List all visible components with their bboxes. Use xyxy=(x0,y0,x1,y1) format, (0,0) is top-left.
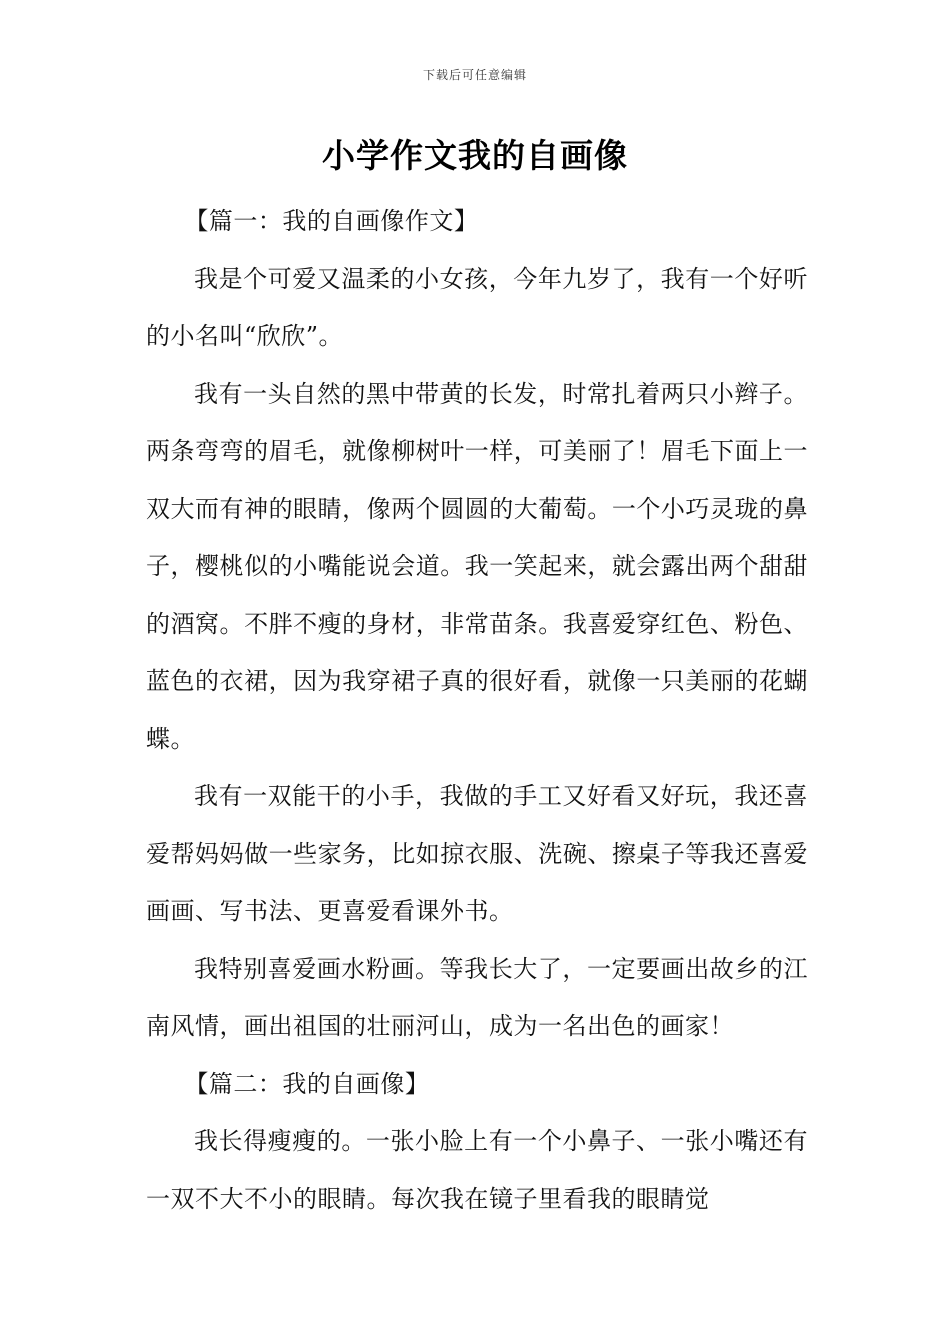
section-heading-1: 【篇一：我的自画像作文】 xyxy=(184,207,479,235)
paragraph: 我特别喜爱画水粉画。等我长大了，一定要画出故乡的江南风情，画出祖国的壮丽河山，成为一名出色的画家！ xyxy=(146,954,808,1040)
document-body xyxy=(146,193,808,1228)
paragraph: 我有一头自然的黑中带黄的长发，时常扎着两只小辫子。两条弯弯的眉毛，就像柳树叶一样，可美丽了！眉毛下面上一双大而有神的眼睛，像两个圆圆的大葡萄。一个小巧灵珑的鼻子，樱桃似的小嘴能说会道。我一笑起来，就会露出两个甜甜的酒窝。不胖不瘦的身材，非常苗条。我喜爱穿红色、粉色、蓝色的衣裙，因为我穿裙子真的很好看，就像一只美丽的花蝴蝶。 xyxy=(146,379,808,753)
section-heading-2: 【篇二：我的自画像】 xyxy=(184,1069,430,1098)
paragraph: 我是个可爱又温柔的小女孩，今年九岁了，我有一个好听的小名叫“欣欣”。 xyxy=(146,264,808,350)
paragraph: 我长得瘦瘦的。一张小脸上有一个小鼻子、一张小嘴还有一双不大不小的眼睛。每次我在镜子里看我的眼睛觉 xyxy=(146,1127,808,1213)
document-title: 小学作文我的自画像 xyxy=(322,136,628,175)
header-note: 下载后可任意编辑 xyxy=(422,68,527,82)
paragraph: 我有一双能干的小手，我做的手工又好看又好玩，我还喜爱帮妈妈做一些家务，比如掠衣服、洗碗、擦桌子等我还喜爱画画、写书法、更喜爱看课外书。 xyxy=(146,782,808,925)
